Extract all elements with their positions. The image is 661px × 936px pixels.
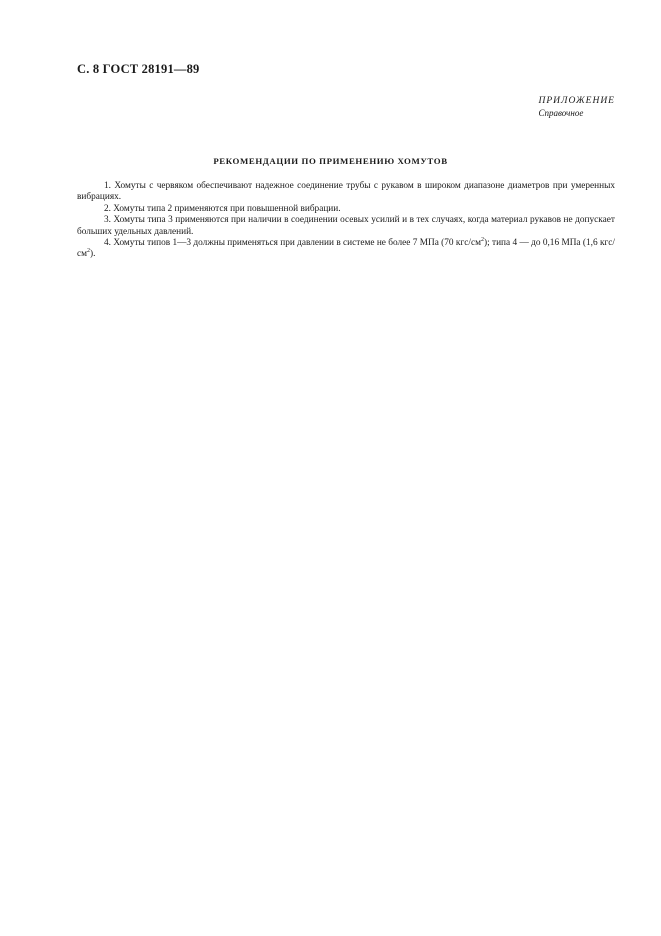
section-title: РЕКОМЕНДАЦИИ ПО ПРИМЕНЕНИЮ ХОМУТОВ: [213, 156, 448, 166]
page-header: С. 8 ГОСТ 28191—89: [77, 62, 200, 76]
paragraph-4-part-2: ); типа 4 — до 0,16 МПа (1,6 кгс/см: [77, 238, 615, 260]
appendix-block: [539, 95, 616, 119]
superscript-2-second: 2: [87, 248, 91, 255]
paragraph-4-part-1: 4. Хомуты типов 1—3 должны применяться при давлении в системе не более 7 МПа (70 кгс/см: [104, 238, 481, 249]
appendix-label: ПРИЛОЖЕНИЕ: [538, 96, 615, 106]
paragraph-3: 3. Хомуты типа 3 применяются при наличии в соединении осевых усилий и в тех случаях, когда материал рукавов не допускает больших удельных давлений.: [77, 215, 615, 237]
paragraph-2: 2. Хомуты типа 2 применяются при повышенной вибрации.: [104, 203, 341, 214]
body-text: [77, 181, 615, 261]
appendix-type: Справочное: [538, 108, 584, 118]
superscript-2: 2: [480, 236, 484, 243]
paragraph-1: 1. Хомуты с червяком обеспечивают надежное соединение трубы с рукавом в широком диапазоне диаметров при умеренных вибрациях.: [77, 181, 615, 203]
paragraph-4: [77, 238, 615, 261]
paragraph-4-part-3: ).: [90, 249, 96, 260]
